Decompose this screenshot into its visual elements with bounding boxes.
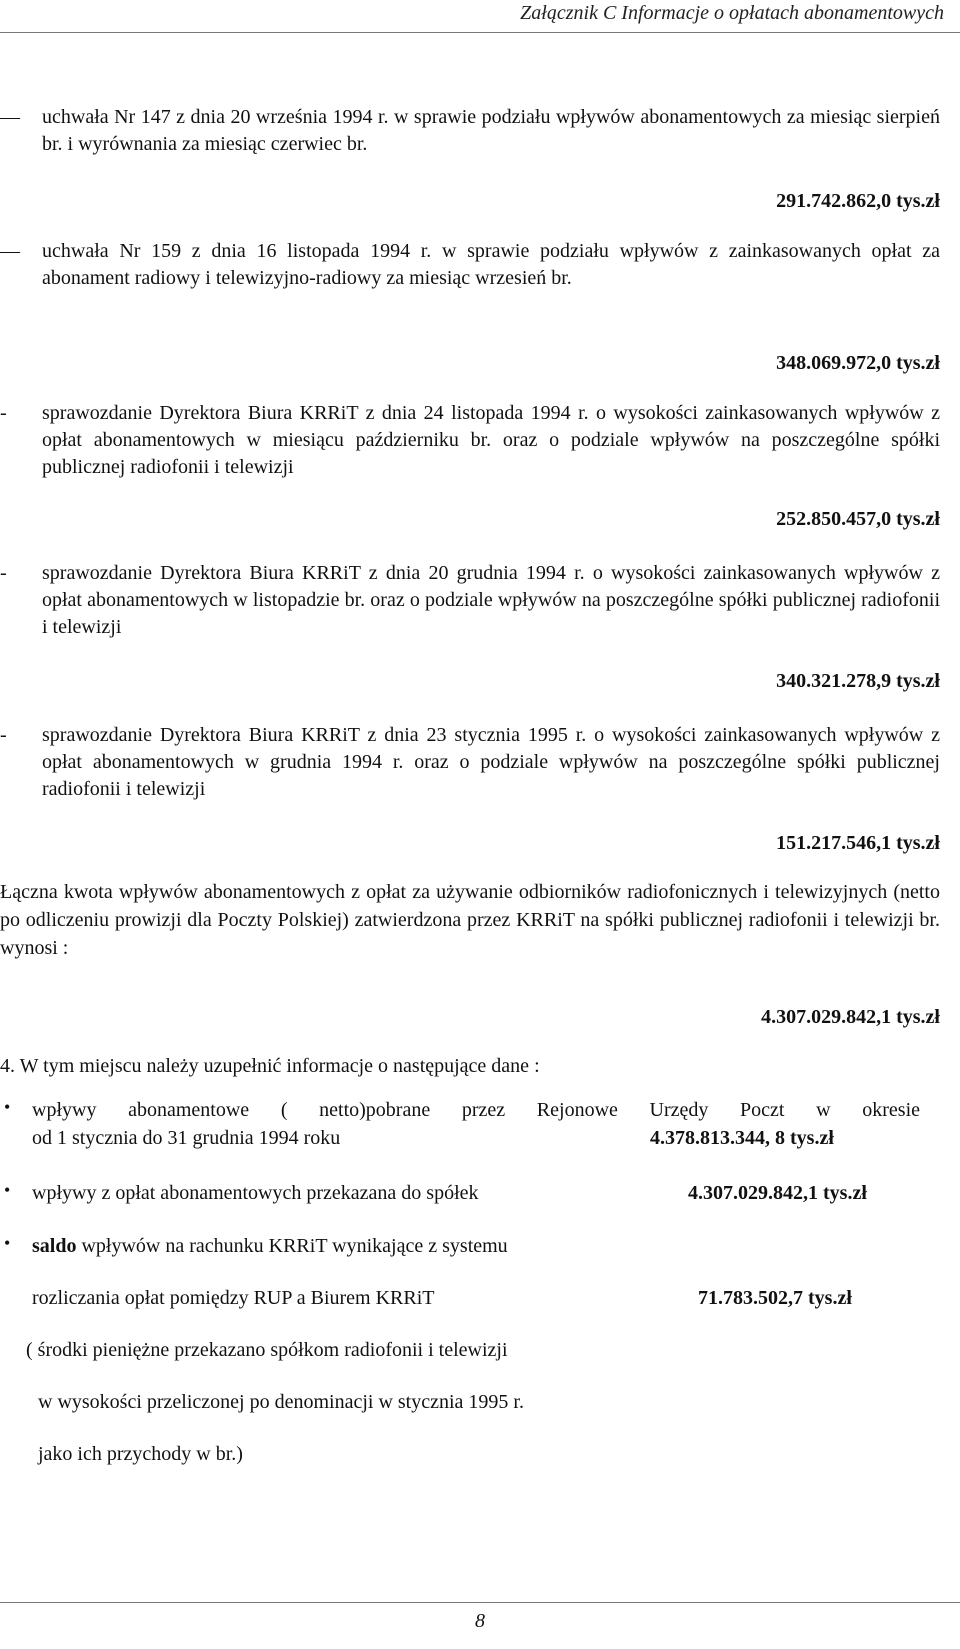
item-amount: 151.217.546,1 tys.zł [776,832,940,854]
total-amount: 4.307.029.842,1 tys.zł [761,1006,940,1028]
item-dash-marker: — [0,240,20,262]
bullet-3-line-2: rozliczania opłat pomiędzy RUP a Biurem KRRiT [32,1287,435,1309]
bullet-3-amount: 71.783.502,7 tys.zł [698,1287,852,1309]
bullet-1-line-2: od 1 stycznia do 31 grudnia 1994 roku [32,1127,341,1149]
bullet-1-amount: 4.378.813.344, 8 tys.zł [650,1127,834,1149]
item-amount: 348.069.972,0 tys.zł [776,352,940,374]
header-rule [0,32,960,33]
item-text: uchwała Nr 147 z dnia 20 września 1994 r. w sprawie podziału wpływów abonamentowych za miesiąc sierpień br. i wyrównania za miesiąc czerwiec br. [42,106,940,155]
item-text: uchwała Nr 159 z dnia 16 listopada 1994 r. w sprawie podziału wpływów z zainkasowanych opłat za abonament radiowy i telewizyjno-radiowy za miesiąc wrzesień br. [42,240,940,289]
bullet-3-line-1 [32,1232,508,1260]
item-dash-marker: - [0,562,7,584]
item-dash-marker: - [0,724,7,746]
footer-rule [0,1602,960,1603]
report-item-3 [0,400,940,481]
item-amount: 252.850.457,0 tys.zł [776,508,940,530]
item-amount: 340.321.278,9 tys.zł [776,670,940,692]
report-item-4 [0,560,940,641]
page-header: Załącznik C Informacje o opłatach abonamentowych [520,2,944,24]
bullet-2-text: wpływy z opłat abonamentowych przekazana do spółek [32,1182,479,1204]
item-text: sprawozdanie Dyrektora Biura KRRiT z dnia 20 grudnia 1994 r. o wysokości zainkasowanych wpływów z opłat abonamentowych w listopadzie br. oraz o podziale wpływów na poszczególne spółki publicznej radiofonii i telewizji [42,562,940,638]
item-text: sprawozdanie Dyrektora Biura KRRiT z dnia 23 stycznia 1995 r. o wysokości zainkasowanych wpływów z opłat abonamentowych w grudnia 1994 r. oraz o podziale wpływów na poszczególne spółki publicznej radiofonii i telewizji [42,724,940,800]
note-line-2: w wysokości przeliczonej po denominacji w stycznia 1995 r. [38,1391,524,1413]
report-item-5 [0,722,940,803]
item-text: sprawozdanie Dyrektora Biura KRRiT z dnia 24 listopada 1994 r. o wysokości zainkasowanych wpływów z opłat abonamentowych w miesiącu październiku br. oraz o podziale wpływów na poszczególne spółki publicznej radiofonii i telewizji [42,402,940,478]
note-line-3: jako ich przychody w br.) [38,1443,243,1465]
saldo-text: wpływów na rachunku KRRiT wynikające z systemu [76,1235,508,1257]
bullet-icon: • [4,1180,11,1200]
bullet-2-amount: 4.307.029.842,1 tys.zł [688,1182,867,1204]
bullet-icon: • [4,1097,11,1117]
page-number: 8 [475,1610,485,1632]
item-dash-marker: — [0,106,20,128]
item-dash-marker: - [0,402,7,424]
bullet-1-line-1: wpływy abonamentowe ( netto)pobrane przez Rejonowe Urzędy Poczt w okresie [32,1099,920,1121]
saldo-label: saldo [32,1235,77,1257]
section-4-heading: 4. W tym miejscu należy uzupełnić informacje o następujące dane : [0,1055,540,1077]
note-line-1: ( środki pieniężne przekazano spółkom radiofonii i telewizji [26,1339,508,1361]
resolution-item-1 [0,104,940,158]
bullet-icon: • [4,1233,11,1253]
resolution-item-2 [0,238,940,292]
total-paragraph: Łączna kwota wpływów abonamentowych z opłat za używanie odbiorników radiofonicznych i telewizyjnych (netto po odliczeniu prowizji dla Poczty Polskiej) zatwierdzona przez KRRiT na spółki publicznej radiofonii i telewizji br. wynosi : [0,881,940,959]
item-amount: 291.742.862,0 tys.zł [776,190,940,212]
